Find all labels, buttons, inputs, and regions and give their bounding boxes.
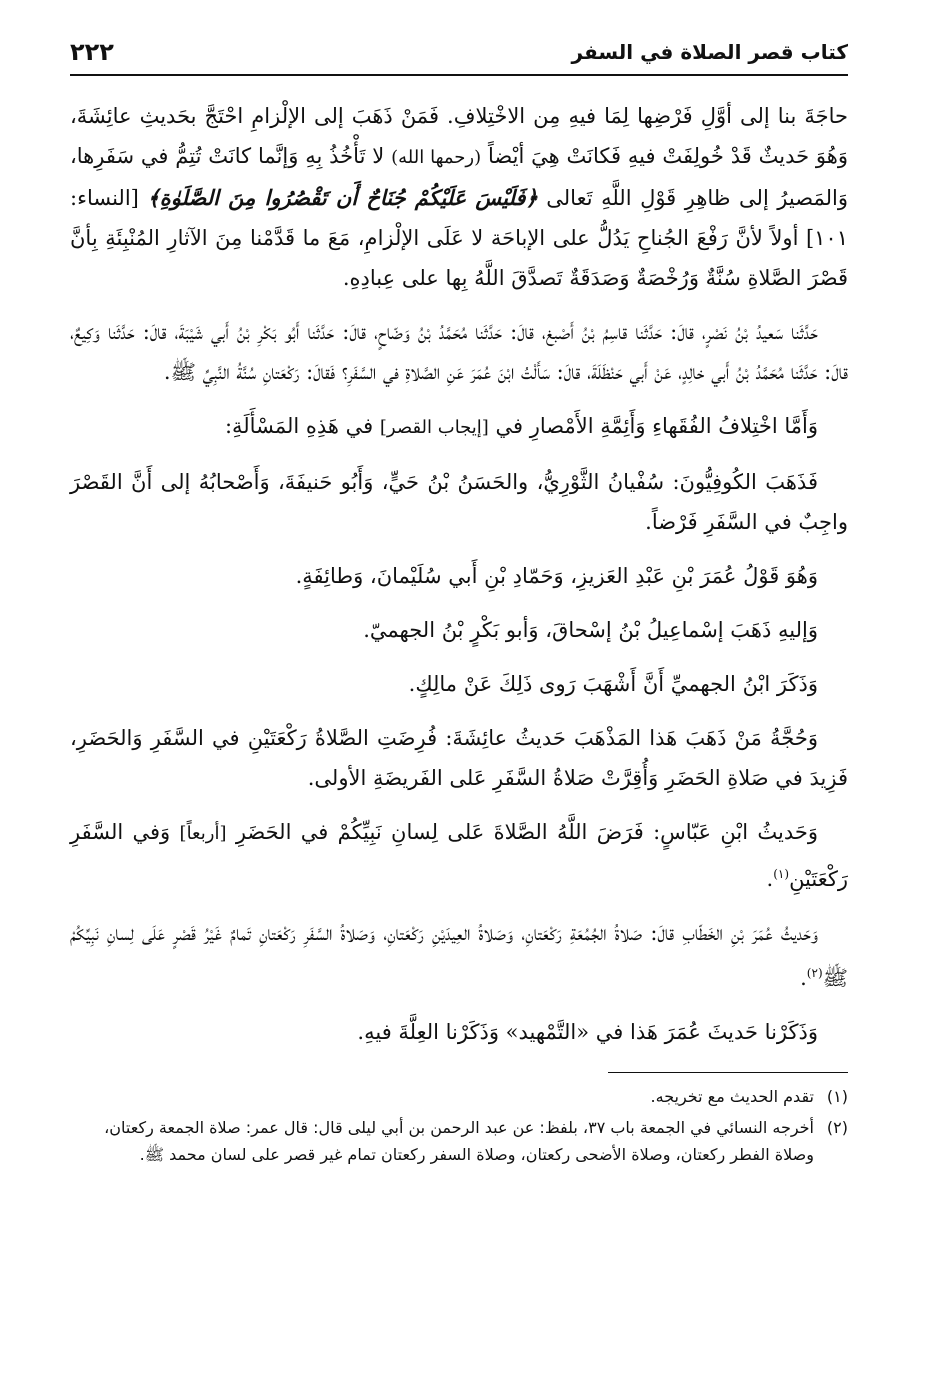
p3-part-c: في هَذِهِ المَسْأَلَةِ: <box>224 414 374 438</box>
paragraph-6: وَإليهِ ذَهَبَ إسْماعِيلُ بْنُ إسْحاقَ، وَأبو بَكْرٍ بْنُ الجهميّ. <box>363 618 818 642</box>
quran-verse: ﴿فَلَيْسَ عَلَيْكُمْ جُنَاحٌ أَن تَقْصُرُوا مِنَ الصَّلَوٰةِ﴾ <box>147 185 538 210</box>
paragraph-10: وَحَديثُ عُمَرَ بْنِ الخَطّابِ قالَ: صَلاةُ الجُمُعَةِ رَكْعَتانِ، وَصَلاةُ العِيدَيْنِ رَكْعَتانِ، وَصَلاةُ السَّفَرِ رَكْعَتانِ تَمامٌ غَيْرُ قَصْرٍ عَلَى لِسانِ نَبِيِّكُمْ ﷺ$^{(٢)}$. <box>70 921 848 990</box>
p10-part-a: وَحَديثُ عُمَرَ بْنِ الخَطّابِ قالَ: صَلاةُ الجُمُعَةِ رَكْعَتانِ، وَصَلاةُ العِيدَيْنِ رَكْعَتانِ، وَصَلاةُ السَّفَرِ رَكْعَتانِ تَمامٌ غَيْرُ قَصْرٍ عَلَى لِسانِ نَبِيِّكُمْ ﷺ <box>70 921 848 990</box>
paragraph-11: وَذَكَرْنا حَديثَ عُمَرَ هَذا في «التَّمْهيد» وَذَكَرْنا العِلَّةَ فيهِ. <box>357 1020 818 1044</box>
p1-part-a: حاجَةَ بنا إلى أوَّلِ فَرْضِها لِمَا فيهِ مِن الاخْتِلافِ. فَمَنْ ذَهَبَ إلى الإلْزامِ احْتَجَّ بحَديثِ عائِشَةَ، وَهُوَ حَديثٌ قَدْ خُولِفَتْ فيهِ فَكانَتْ هِيَ أيْضاً <box>70 104 848 168</box>
paragraph-3 <box>70 406 848 448</box>
book-page <box>70 30 848 1360</box>
footnote-number: (٢) <box>826 1118 848 1137</box>
paragraph-2: حَدَّثَنا سَعيدُ بْنُ نَصْرٍ، قالَ: حَدَّثَنا قاسِمُ بْنُ أَصْبغ، قالَ: حَدَّثَنا مُحَمَّدُ بْنُ وَضّاحٍ، قالَ: حَدَّثَنا أَبُو بَكْرِ بْنُ أَبي شَيْبَةَ، قالَ: حَدَّثَنا وَكِيعٌ، قالَ: حَدَّثَنا مُحَمَّدُ بْنُ أَبي خالِدٍ، عَنْ أَبي حَنْظَلَةَ، قالَ: سَأَلْتُ ابْنَ عُمَرَ عَنِ الصَّلاةِ في السَّفَرِ؟ فَقالَ: رَكْعَتانِ سُنَّةُ النَّبِيِّ ﷺ. <box>70 320 848 384</box>
p3-part-b: [إيجاب القصر] <box>379 417 489 438</box>
footnote-divider <box>608 1072 848 1073</box>
paragraph-4: فَذَهَبَ الكُوفِيُّونَ: سُفْيانُ الثَّوْرِيُّ، والحَسَنُ بْنُ حَيٍّ، وَأَبُو حَنيفَةَ، وَأَصْحابُهُ إلى أَنَّ القَصْرَ واجِبٌ في السَّفَرِ فَرْضاً. <box>70 470 848 534</box>
footnote-number: (١) <box>826 1087 848 1106</box>
p1-part-c: لا تَأْخُذُ بِهِ وَإنَّما كانَتْ تُتِمُّ في سَفَرِها، وَالمَصيرُ إلى ظاهِرِ قَوْلِ اللَّهِ تَعالى <box>70 144 848 210</box>
footnote-marker-2[interactable]: (٢) <box>806 966 823 980</box>
p9-part-c: وَفي السَّفَرِ رَكْعَتَيْنِ <box>70 820 848 891</box>
page-number: ٢٢٢ <box>70 38 114 66</box>
footnote-marker-1[interactable]: (١) <box>773 867 790 881</box>
paragraph-5: وَهُوَ قَوْلُ عُمَرَ بْنِ عَبْدِ العَزيزِ، وَحَمّادِ بْنِ أَبي سُلَيْمانَ، وَطائِفَةٍ. <box>295 564 818 588</box>
footnote-1 <box>70 1083 848 1110</box>
footnotes <box>70 1083 848 1168</box>
p1-part-b: (رحمها الله) <box>391 147 482 168</box>
main-text <box>70 96 848 1052</box>
footnote-2 <box>70 1114 848 1168</box>
paragraph-8: وَحُجَّةُ مَنْ ذَهَبَ هَذا المَذْهَبَ حَديثُ عائِشَةَ: فُرِضَتِ الصَّلاةُ رَكْعَتَيْنِ في السَّفَرِ وَالحَضَرِ، فَزِيدَ في صَلاةِ الحَضَرِ وَأُقِرَّتْ صَلاةُ السَّفَرِ عَلى الفَريضَةِ الأولى. <box>70 726 848 790</box>
footnote-text: أخرجه النسائي في الجمعة باب ٣٧، بلفظ: عن عبد الرحمن بن أبي ليلى قال: قال عمر: صلاة الجمعة ركعتان، وصلاة الفطر ركعتان، وصلاة الأضحى ركعتان، وصلاة السفر ركعتان تمام غير قصر على لسان محمد ﷺ. <box>104 1118 814 1164</box>
p3-part-a: وَأَمَّا اخْتِلافُ الفُقَهاءِ وَأَئِمَّةِ الأَمْصارِ في <box>495 414 818 438</box>
paragraph-1 <box>70 96 848 298</box>
p9-part-a: وَحَديثُ ابْنِ عَبّاسٍ: فَرَضَ اللَّهُ الصَّلاةَ عَلى لِسانِ نَبِيِّكُمْ في الحَضَرِ <box>235 820 818 844</box>
page-header <box>70 30 848 76</box>
running-title: كتاب قصر الصلاة في السفر <box>571 40 848 64</box>
p1-part-e: [النساء: ١٠١] أولاً لأنَّ رَفْعَ الجُناحِ يَدُلُّ على الإباحَة لا عَلَى الإلْزامِ، مَعَ ما قَدَّمْنا مِنَ الآثارِ المُنْبِئَةِ بِأنَّ قَصْرَ الصَّلاةِ سُنَّةٌ وَرُخْصَةٌ وَصَدَقَةٌ تَصدَّقَ اللَّهُ بِها على عِبادِهِ. <box>70 186 848 290</box>
p9-part-b: [أربعاً] <box>179 823 227 844</box>
paragraph-7: وَذَكَرَ ابْنُ الجهميِّ أَنَّ أَشْهَبَ رَوى ذَلِكَ عَنْ مالِكٍ. <box>408 672 818 696</box>
footnote-text: تقدم الحديث مع تخريجه. <box>650 1087 814 1106</box>
paragraph-9: وَحَديثُ ابْنِ عَبّاسٍ: فَرَضَ اللَّهُ الصَّلاةَ عَلى لِسانِ نَبِيِّكُمْ في الحَضَرِ [أربعاً] وَفي السَّفَرِ رَكْعَتَيْنِ$^{(١)}$. <box>70 820 848 891</box>
